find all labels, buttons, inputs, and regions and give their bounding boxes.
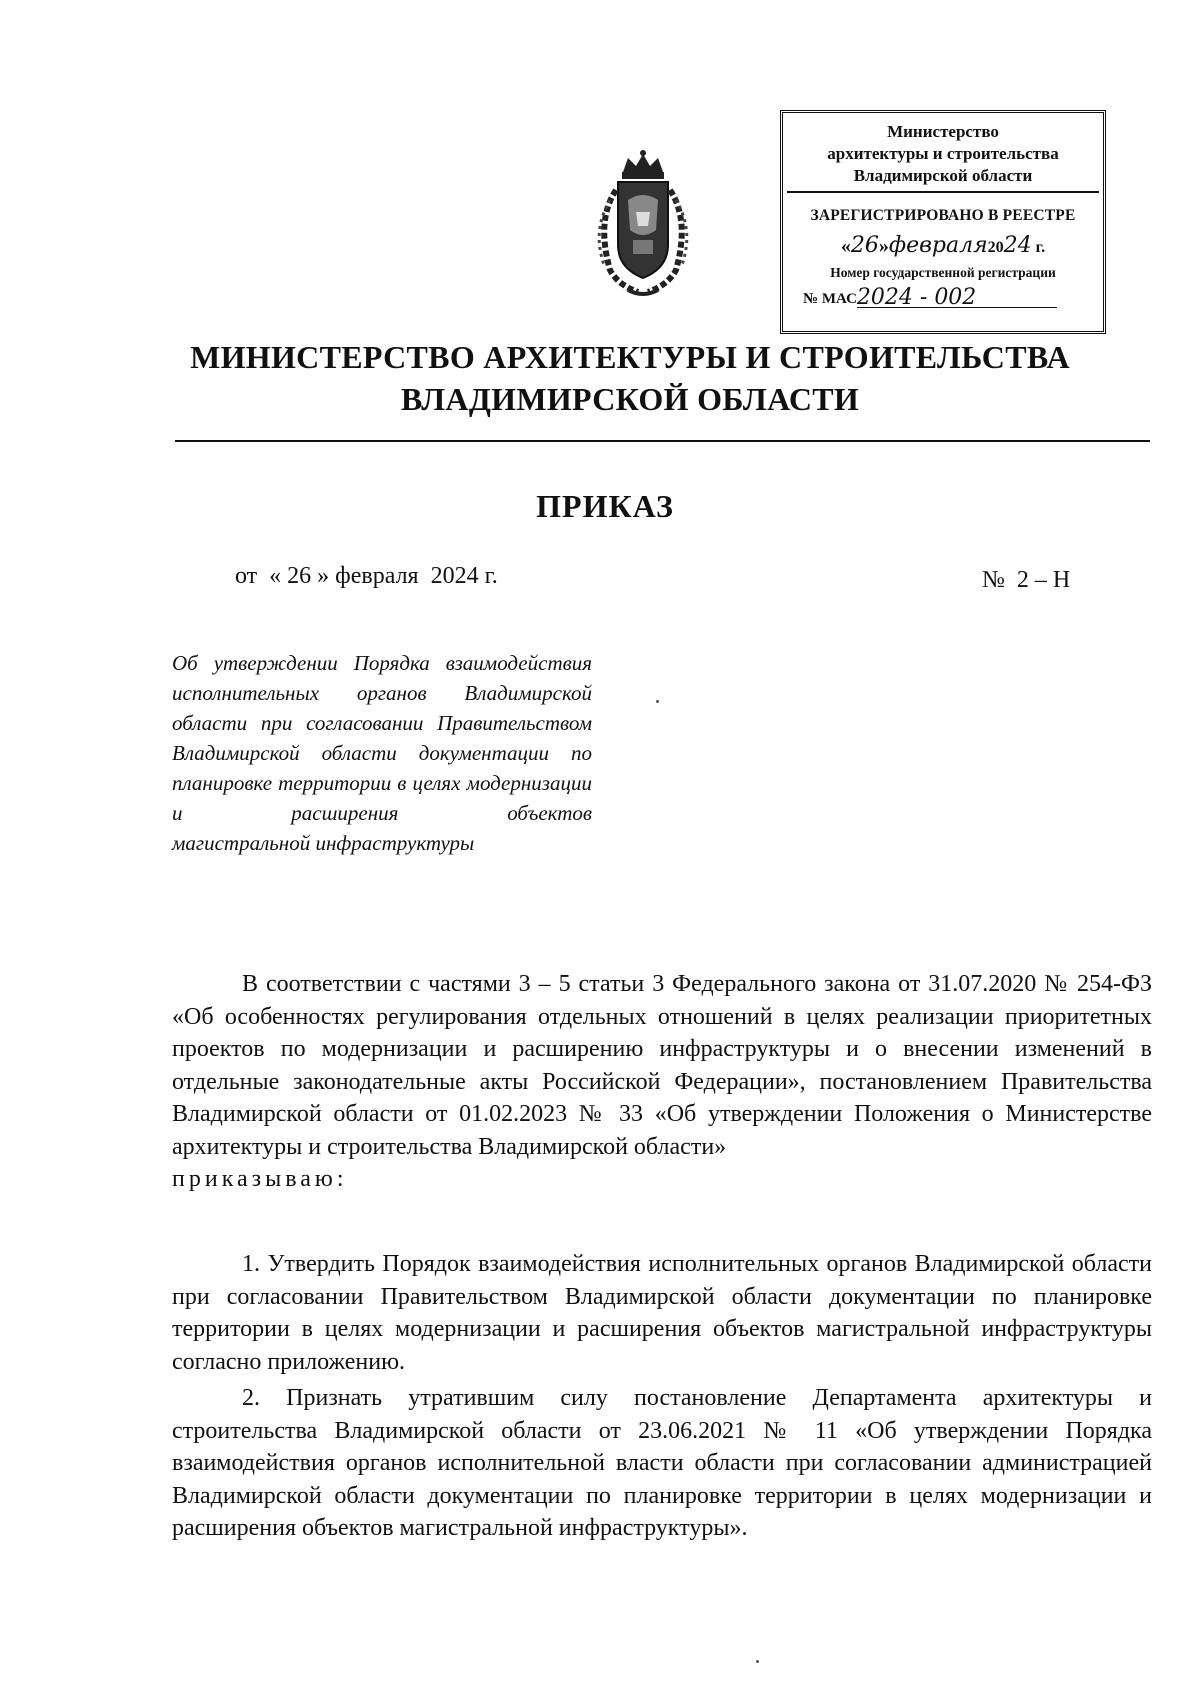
handwritten-day: 26 xyxy=(850,233,879,258)
handwritten-year: 24 xyxy=(1003,233,1032,258)
order-subject-text: Об утверждении Порядка взаимодействия исполнительных органов Владимирской области при согласовании Правительством Владимирской области документации по планировке территории в целях модернизации и расширения объектов xyxy=(172,651,592,825)
stamp-date-quote: » xyxy=(878,235,889,257)
stamp-date-quote: « xyxy=(840,235,851,257)
stamp-mas-label: № МАС xyxy=(803,291,857,307)
stamp-reg-number-label: Номер государственной регистрации xyxy=(830,265,1056,280)
order-subject xyxy=(172,648,592,858)
registration-stamp xyxy=(780,110,1106,334)
stamp-org-line: Министерство xyxy=(887,122,999,141)
handwritten-mas-number: 2024 - 002 xyxy=(856,285,977,310)
order-date: от « 26 » февраля 2024 г. xyxy=(235,563,498,589)
stamp-organization xyxy=(783,113,1103,191)
order-number: № 2 – Н xyxy=(982,567,1071,593)
handwritten-month: февраля xyxy=(888,233,988,258)
order-word: приказываю: xyxy=(172,1166,348,1192)
paragraph-preamble: В соответствии с частями 3 – 5 статьи 3 Федерального закона от 31.07.2020 № 254-ФЗ «Об особенностях регулирования отдельных отношений в целях реализации приоритетных проектов по модернизации и расширению инфраструктуры и о внесении изменений в отдельные законодательные акты Российской Федерации», постановлением Правительства Владимирской области от 01.02.2023 № 33 «Об утверждении Положения о Министерстве архитектуры и строительства Владимирской области» xyxy=(172,971,1152,1160)
ministry-title xyxy=(150,336,1110,420)
document-type-title: ПРИКАЗ xyxy=(536,488,674,524)
header-divider xyxy=(175,440,1150,442)
stamp-year-prefix: 20 xyxy=(987,239,1004,256)
stamp-year-abbr: г. xyxy=(1035,239,1046,256)
stamp-org-line: Владимирской области xyxy=(853,166,1033,185)
stamp-registration-date xyxy=(783,233,1103,259)
stamp-mas-number xyxy=(783,285,1103,308)
scan-speck xyxy=(656,700,659,703)
coat-of-arms-emblem xyxy=(588,150,698,300)
body-paragraph-item-1: 1. Утвердить Порядок взаимодействия исполнительных органов Владимирской области при согласовании Правительством Владимирской области документации по планировке территории в целях модернизации и расширения объектов магистральной инфраструктуры согласно приложению. xyxy=(172,1251,1152,1375)
body-paragraph-item-2: 2. Признать утратившим силу постановление Департамента архитектуры и строительства Владимирской области от 23.06.2021 № 11 «Об утверждении Порядка взаимодействия органов исполнительной власти области при согласовании администрацией Владимирской области документации по планировке территории в целях модернизации и расширения объектов магистральной инфраструктуры». xyxy=(172,1385,1152,1541)
ministry-title-line: МИНИСТЕРСТВО АРХИТЕКТУРЫ И СТРОИТЕЛЬСТВА xyxy=(190,339,1070,375)
body-paragraph xyxy=(172,968,1152,1196)
stamp-org-line: архитектуры и строительства xyxy=(827,144,1059,163)
ministry-title-line: ВЛАДИМИРСКОЙ ОБЛАСТИ xyxy=(400,381,860,417)
stamp-registered-label: ЗАРЕГИСТРИРОВАНО В РЕЕСТРЕ xyxy=(810,207,1076,224)
scan-speck xyxy=(756,1660,759,1663)
order-subject-last-line: магистральной инфраструктуры xyxy=(172,831,475,855)
